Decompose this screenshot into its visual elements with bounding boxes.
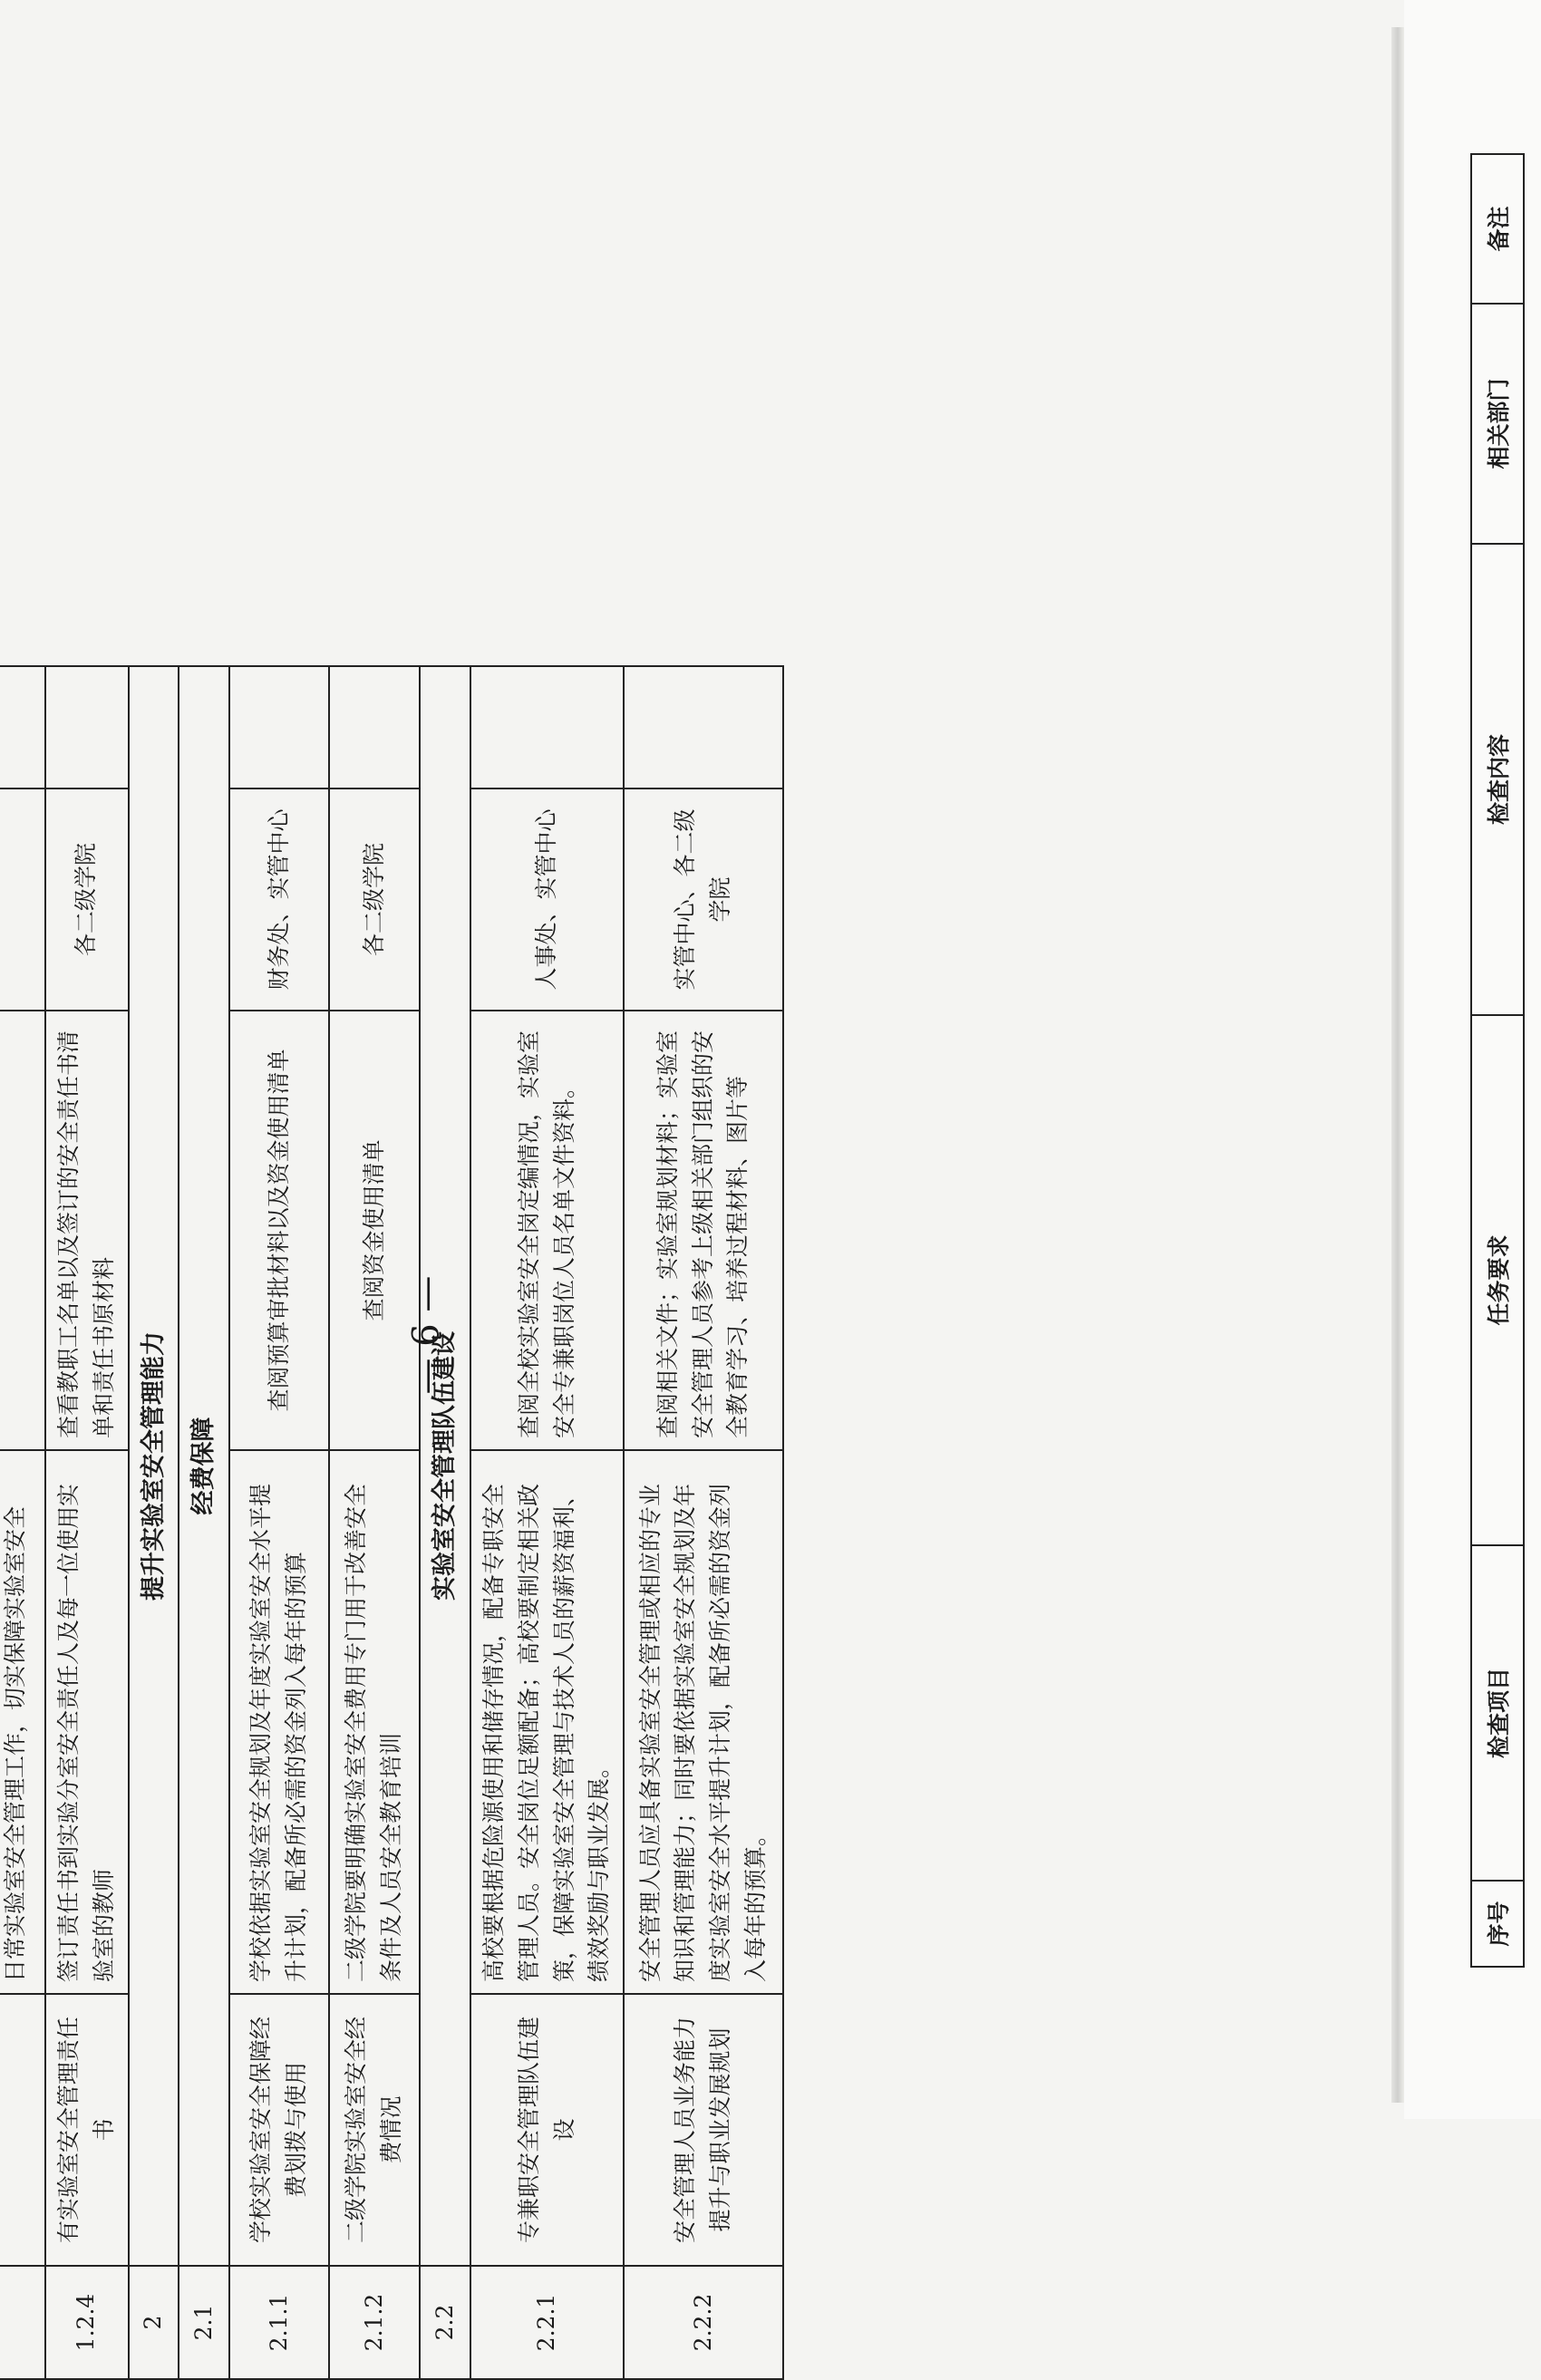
header-req: 任务要求	[1471, 1015, 1524, 1545]
cell-note	[624, 666, 783, 788]
section-title: 提升实验室安全管理能力	[129, 666, 179, 2266]
cell-dept	[0, 788, 45, 1011]
section-title: 实验室安全管理队伍建设	[420, 666, 470, 2266]
cell-item: 有实验室安全管理责任书	[45, 1994, 129, 2266]
next-page-header-rotated	[1470, 155, 1525, 1968]
table-row	[229, 666, 329, 2379]
table-row	[329, 666, 420, 2379]
cell-item: 安全管理人员业务能力提升与职业发展规划	[624, 1994, 783, 2266]
cell-content: 查看教职工名单以及签订的安全责任书清单和责任书原材料	[45, 1011, 129, 1450]
cell-note	[470, 666, 624, 788]
cell-content: 查阅全校实验室安全岗定编情况，实验室安全专兼职岗位人员名单文件资料。	[470, 1011, 624, 1450]
cell-seq: 1.2.4	[45, 2266, 129, 2379]
cell-seq: 2.1.2	[329, 2266, 420, 2379]
header-item: 检查项目	[1471, 1545, 1524, 1881]
cell-req: 二级学院要明确实验室安全费用专门用于改善安全条件及人员安全教育培训	[329, 1450, 420, 1994]
cell-seq: 2.1.1	[229, 2266, 329, 2379]
cell-dept: 实管中心、各二级学院	[624, 788, 783, 1011]
cell-req: 学校依据实验室安全规划及年度实验室安全水平提升计划，配备所必需的资金列入每年的预算	[229, 1450, 329, 1994]
inspection-table	[0, 665, 784, 2380]
cell-item: 学校实验室安全保障经费划拨与使用	[229, 1994, 329, 2266]
cell-req: 高校要根据危险源使用和储存情况，配备专职安全管理人员。安全岗位足额配备；高校要制定相关政策，保障实验室安全管理与技术人员的薪资福利、绩效奖励与职业发展。	[470, 1450, 624, 1994]
table-row	[470, 666, 624, 2379]
header-dept: 相关部门	[1471, 304, 1524, 544]
cell-dept: 各二级学院	[329, 788, 420, 1011]
cell-seq: 2.2.2	[624, 2266, 783, 2379]
cell-content	[0, 1011, 45, 1450]
section-seq: 2.2	[420, 2266, 470, 2379]
cell-seq	[0, 2266, 45, 2379]
cell-req: 安全管理人员应具备实验室安全管理或相应的专业知识和管理能力；同时要依据实验室安全规划及年度实验室安全水平提升计划，配备所必需的资金列入每年的预算。	[624, 1450, 783, 1994]
table-row	[45, 666, 129, 2379]
header-seq: 序号	[1471, 1881, 1524, 1967]
cell-item	[0, 1994, 45, 2266]
cell-note	[45, 666, 129, 788]
cell-content: 查阅预算审批材料以及资金使用清单	[229, 1011, 329, 1450]
page-number: — 6 —	[405, 1275, 448, 1395]
header-content: 检查内容	[1471, 544, 1524, 1015]
cell-dept: 各二级学院	[45, 788, 129, 1011]
cell-item: 专兼职安全管理队伍建设	[470, 1994, 624, 2266]
header-note: 备注	[1471, 154, 1524, 304]
section-title: 经费保障	[179, 666, 229, 2266]
table-row	[624, 666, 783, 2379]
cell-content: 查阅相关文件；实验室规划材料；实验室安全管理人员参考上级相关部门组织的安全教育学习、培养过程材料、图片等	[624, 1011, 783, 1450]
section-seq: 2	[129, 2266, 179, 2379]
cell-dept: 财务处、实管中心	[229, 788, 329, 1011]
cell-note	[0, 666, 45, 788]
page-fold-edge	[1391, 27, 1404, 2103]
cell-seq: 2.2.1	[470, 2266, 624, 2379]
next-page-table-header	[1470, 153, 1525, 1968]
cell-note	[229, 666, 329, 788]
section-seq: 2.1	[179, 2266, 229, 2379]
cell-req: 日常实验室安全管理工作，切实保障实验室安全	[0, 1450, 45, 1994]
section-row	[129, 666, 179, 2379]
cell-req: 签订责任书到实验分室安全责任人及每一位使用实验室的教师	[45, 1450, 129, 1994]
cell-content: 查阅资金使用清单	[329, 1011, 420, 1450]
cell-item: 二级学院实验室安全经费情况	[329, 1994, 420, 2266]
section-row	[420, 666, 470, 2379]
cell-dept: 人事处、实管中心	[470, 788, 624, 1011]
section-row	[179, 666, 229, 2379]
cell-note	[329, 666, 420, 788]
table-row	[0, 666, 45, 2379]
inspection-table-rotated	[0, 667, 784, 2380]
